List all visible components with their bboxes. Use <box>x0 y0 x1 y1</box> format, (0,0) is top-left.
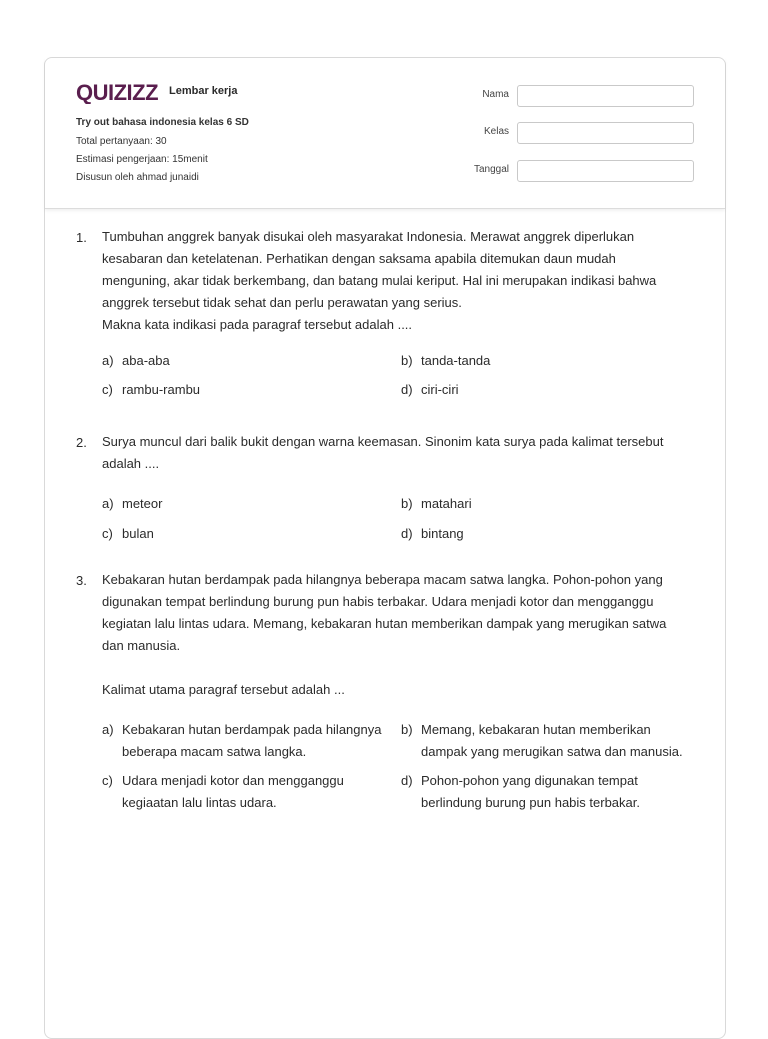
question-number: 2. <box>76 435 87 450</box>
question-text <box>102 226 692 336</box>
option-text: bintang <box>421 526 464 541</box>
question-text <box>102 431 692 475</box>
option-text <box>122 719 392 763</box>
option-line: dampak yang merugikan satwa dan manusia. <box>421 744 683 759</box>
option-letter: a) <box>102 353 114 368</box>
question-line: kegiatan lalu lintas udara. Memang, kebakaran hutan memberikan dampak yang merugikan satwa <box>102 616 667 631</box>
total-questions: Total pertanyaan: 30 <box>76 136 167 147</box>
nama-label: Nama <box>482 89 509 100</box>
option-line: Udara menjadi kotor dan mengganggu <box>122 773 344 788</box>
worksheet-title: Try out bahasa indonesia kelas 6 SD <box>76 117 249 128</box>
quizizz-logo <box>76 80 164 104</box>
question-line: Tumbuhan anggrek banyak disukai oleh masyarakat Indonesia. Merawat anggrek diperlukan <box>102 229 635 244</box>
option-text: aba-aba <box>122 353 170 368</box>
option-letter: d) <box>401 526 413 541</box>
option-letter: d) <box>401 382 413 397</box>
option-letter: a) <box>102 722 114 737</box>
option-line: kegiaatan lalu lintas udara. <box>122 795 277 810</box>
option-text: matahari <box>421 496 472 511</box>
option-text <box>122 770 392 814</box>
nama-field[interactable] <box>517 85 694 107</box>
option-text: ciri-ciri <box>421 382 459 397</box>
option-text <box>421 719 691 763</box>
option-letter: b) <box>401 722 413 737</box>
option-text: tanda-tanda <box>421 353 491 368</box>
question-number: 1. <box>76 230 87 245</box>
option-line: Kebakaran hutan berdampak pada hilangnya <box>122 722 382 737</box>
question-line: adalah .... <box>102 456 160 471</box>
option-letter: b) <box>401 496 413 511</box>
question-line: dan manusia. <box>102 638 181 653</box>
author-line: Disusun oleh ahmad junaidi <box>76 172 199 183</box>
question-line: Kebakaran hutan berdampak pada hilangnya beberapa macam satwa langka. Pohon-pohon yang <box>102 572 663 587</box>
option-text: rambu-rambu <box>122 382 201 397</box>
option-text: bulan <box>122 526 154 541</box>
option-letter: b) <box>401 353 413 368</box>
option-letter: c) <box>102 773 113 788</box>
question-line: kesabaran dan ketelatenan. Perhatikan dengan saksama apabila ditemukan daun mudah <box>102 251 616 266</box>
question-line: menguning, akar tidak berkembang, dan batang mulai keriput. Hal ini merupakan indikasi bahwa <box>102 273 657 288</box>
option-letter: c) <box>102 526 113 541</box>
time-estimate: Estimasi pengerjaan: 15menit <box>76 154 208 165</box>
question-line: Surya muncul dari balik bukit dengan warna keemasan. Sinonim kata surya pada kalimat tersebut <box>102 434 664 449</box>
option-text: meteor <box>122 496 163 511</box>
option-line: Pohon-pohon yang digunakan tempat <box>421 773 638 788</box>
kelas-label: Kelas <box>483 126 509 137</box>
svg-text:QUIZIZZ: QUIZIZZ <box>76 80 159 104</box>
option-line: beberapa macam satwa langka. <box>122 744 307 759</box>
question-number: 3. <box>76 573 87 588</box>
kelas-field[interactable] <box>517 122 694 144</box>
worksheet-header <box>45 58 725 209</box>
question-line: digunakan tempat berlindung burung pun habis terbakar. Udara menjadi kotor dan mengganggu <box>102 594 654 609</box>
question-text <box>102 569 692 701</box>
option-letter: a) <box>102 496 114 511</box>
option-letter: d) <box>401 773 413 788</box>
option-line: Memang, kebakaran hutan memberikan <box>421 722 651 737</box>
question-line: Kalimat utama paragraf tersebut adalah ... <box>102 682 345 697</box>
tanggal-field[interactable] <box>517 160 694 182</box>
document-type-label: Lembar kerja <box>169 85 238 97</box>
option-line: berlindung burung pun habis terbakar. <box>421 795 640 810</box>
question-line: anggrek tersebut tidak sehat dan perlu perawatan yang serius. <box>102 295 462 310</box>
option-text <box>421 770 691 814</box>
question-line: Makna kata indikasi pada paragraf tersebut adalah .... <box>102 317 413 332</box>
question-line <box>102 657 692 679</box>
tanggal-label: Tanggal <box>473 164 509 175</box>
option-letter: c) <box>102 382 113 397</box>
worksheet-page <box>44 57 726 1039</box>
